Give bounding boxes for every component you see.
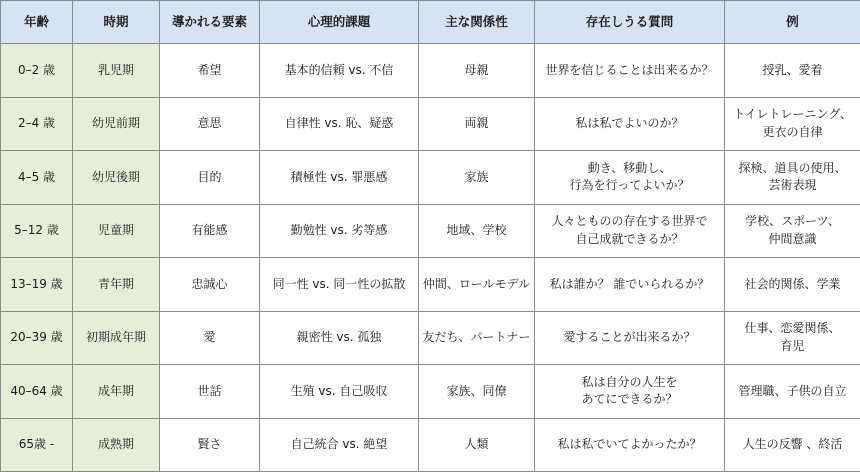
cell-relationship: 地域、学校 <box>419 204 535 258</box>
table-row <box>1 311 860 365</box>
cell-relationship: 仲間、ロールモデル <box>419 258 535 312</box>
cell-relationship: 人類 <box>419 418 535 472</box>
cell-question: 世界を信じることは出来るか？ <box>535 44 725 98</box>
cell-period: 乳児期 <box>73 44 160 98</box>
cell-example: 学校、スポーツ、 仲間意識 <box>725 204 860 258</box>
cell-relationship: 家族、同僚 <box>419 365 535 419</box>
table-row <box>1 151 860 205</box>
header-period: 時期 <box>73 1 160 44</box>
cell-period: 幼児前期 <box>73 97 160 151</box>
header-age: 年齢 <box>1 1 73 44</box>
cell-age: 65歳 - <box>1 418 73 472</box>
cell-virtue: 意思 <box>160 97 260 151</box>
cell-virtue: 忠誠心 <box>160 258 260 312</box>
cell-period: 幼児後期 <box>73 151 160 205</box>
table-row <box>1 97 860 151</box>
cell-age: 20–39 歳 <box>1 311 73 365</box>
cell-example: トイレトレーニング、 更衣の自律 <box>725 97 860 151</box>
cell-age: 4–5 歳 <box>1 151 73 205</box>
cell-crisis: 同一性 vs. 同一性の拡散 <box>260 258 419 312</box>
cell-crisis: 自律性 vs. 恥、疑惑 <box>260 97 419 151</box>
cell-crisis: 積極性 vs. 罪悪感 <box>260 151 419 205</box>
header-virtue: 導かれる要素 <box>160 1 260 44</box>
header-crisis: 心理的課題 <box>260 1 419 44</box>
cell-question: 愛することが出来るか？ <box>535 311 725 365</box>
cell-question: 私は誰か？ 誰でいられるか？ <box>535 258 725 312</box>
table-row <box>1 204 860 258</box>
cell-virtue: 世話 <box>160 365 260 419</box>
table-row <box>1 44 860 98</box>
cell-period: 成熟期 <box>73 418 160 472</box>
cell-example: 探検、道具の使用、 芸術表現 <box>725 151 860 205</box>
cell-age: 5–12 歳 <box>1 204 73 258</box>
cell-age: 40–64 歳 <box>1 365 73 419</box>
cell-example: 社会的関係、学業 <box>725 258 860 312</box>
cell-period: 成年期 <box>73 365 160 419</box>
table-row <box>1 365 860 419</box>
cell-period: 初期成年期 <box>73 311 160 365</box>
cell-example: 人生の反響 、終活 <box>725 418 860 472</box>
cell-period: 児童期 <box>73 204 160 258</box>
header-question: 存在しうる質問 <box>535 1 725 44</box>
cell-relationship: 両親 <box>419 97 535 151</box>
cell-virtue: 愛 <box>160 311 260 365</box>
cell-question: 動き、移動し、 行為を行ってよいか？ <box>535 151 725 205</box>
cell-question: 私は自分の人生を あてにできるか？ <box>535 365 725 419</box>
cell-crisis: 親密性 vs. 孤独 <box>260 311 419 365</box>
cell-age: 13–19 歳 <box>1 258 73 312</box>
cell-crisis: 勤勉性 vs. 劣等感 <box>260 204 419 258</box>
header-row <box>1 1 860 44</box>
header-relationship: 主な関係性 <box>419 1 535 44</box>
table-row <box>1 418 860 472</box>
cell-relationship: 家族 <box>419 151 535 205</box>
cell-relationship: 母親 <box>419 44 535 98</box>
cell-example: 授乳、愛着 <box>725 44 860 98</box>
cell-example: 仕事、恋愛関係、 育児 <box>725 311 860 365</box>
cell-age: 0–2 歳 <box>1 44 73 98</box>
header-example: 例 <box>725 1 860 44</box>
cell-period: 青年期 <box>73 258 160 312</box>
cell-question: 人々とものの存在する世界で 自己成就できるか？ <box>535 204 725 258</box>
cell-crisis: 生殖 vs. 自己吸収 <box>260 365 419 419</box>
cell-example: 管理職、子供の自立 <box>725 365 860 419</box>
cell-virtue: 希望 <box>160 44 260 98</box>
cell-virtue: 有能感 <box>160 204 260 258</box>
cell-question: 私は私でよいのか？ <box>535 97 725 151</box>
cell-relationship: 友だち、パートナー <box>419 311 535 365</box>
cell-crisis: 基本的信頼 vs. 不信 <box>260 44 419 98</box>
cell-age: 2–4 歳 <box>1 97 73 151</box>
table-row <box>1 258 860 312</box>
cell-crisis: 自己統合 vs. 絶望 <box>260 418 419 472</box>
cell-virtue: 賢さ <box>160 418 260 472</box>
cell-virtue: 目的 <box>160 151 260 205</box>
cell-question: 私は私でいてよかったか？ <box>535 418 725 472</box>
